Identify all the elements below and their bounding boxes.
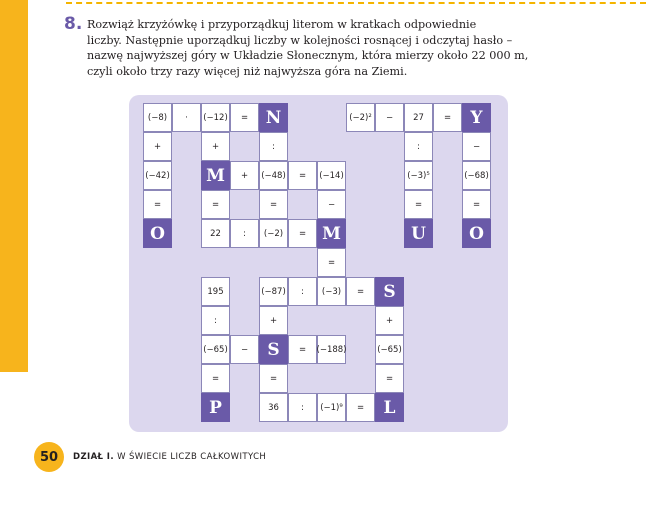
crossword-cell: + xyxy=(230,161,259,190)
crossword-cell: : xyxy=(404,132,433,161)
crossword-cell: = xyxy=(346,393,375,422)
crossword-letter-cell: M xyxy=(317,219,346,248)
crossword-cell: + xyxy=(375,306,404,335)
crossword-letter-cell: U xyxy=(404,219,433,248)
crossword-cell: : xyxy=(201,306,230,335)
crossword-cell: 27 xyxy=(404,103,433,132)
crossword-cell: 195 xyxy=(201,277,230,306)
crossword-cell: (−87) xyxy=(259,277,288,306)
crossword-cell: = xyxy=(288,335,317,364)
crossword-cell: − xyxy=(462,132,491,161)
footer-section-label: DZIAŁ I. xyxy=(73,452,114,462)
crossword-cell: (−12) xyxy=(201,103,230,132)
crossword-letter-cell: O xyxy=(462,219,491,248)
crossword-cell: = xyxy=(288,219,317,248)
crossword-cell: = xyxy=(346,277,375,306)
crossword-cell: : xyxy=(230,219,259,248)
crossword-letter-cell: P xyxy=(201,393,230,422)
task-instructions: Rozwiąż krzyżówkę i przyporządkuj literom w kratkach odpowiednie liczby. Następnie uporządkuj liczby w kolejności rosnącej i odczytaj hasło – nazwę najwyższej góry w Układzie Słonecznym, która mierzy około 22 000 m, czyli około trzy razy więcej niż najwyższa góra na Ziemi. xyxy=(87,18,529,78)
crossword-cell: = xyxy=(375,364,404,393)
crossword-cell: + xyxy=(201,132,230,161)
page-number-badge xyxy=(34,442,64,472)
footer-section-name: W ŚWIECIE LICZB CAŁKOWITYCH xyxy=(117,452,267,462)
crossword-cell: (−2) xyxy=(259,219,288,248)
crossword-cell: = xyxy=(288,161,317,190)
crossword-cell: 22 xyxy=(201,219,230,248)
crossword-cell: (−65) xyxy=(201,335,230,364)
crossword-cell: (−1)⁹ xyxy=(317,393,346,422)
crossword-cell: − xyxy=(317,190,346,219)
crossword-cell: (−48) xyxy=(259,161,288,190)
crossword-cell: + xyxy=(143,132,172,161)
crossword-cell: = xyxy=(317,248,346,277)
crossword-cell: = xyxy=(404,190,433,219)
footer-section-title xyxy=(73,452,266,462)
crossword-cell: = xyxy=(230,103,259,132)
crossword-cell: = xyxy=(433,103,462,132)
crossword-letter-cell: N xyxy=(259,103,288,132)
crossword-cell: (−65) xyxy=(375,335,404,364)
crossword-cell: = xyxy=(201,190,230,219)
side-accent-cut xyxy=(0,340,28,372)
crossword-cell: · xyxy=(172,103,201,132)
crossword-cell: (−42) xyxy=(143,161,172,190)
crossword-letter-cell: M xyxy=(201,161,230,190)
crossword-cell: 36 xyxy=(259,393,288,422)
crossword-cell: : xyxy=(288,393,317,422)
crossword-cell: (−3) xyxy=(317,277,346,306)
crossword-cell: (−188) xyxy=(317,335,346,364)
crossword-cell: : xyxy=(259,132,288,161)
crossword-cell: = xyxy=(462,190,491,219)
crossword-cell: − xyxy=(230,335,259,364)
crossword-cell: (−3)⁵ xyxy=(404,161,433,190)
crossword-cell: : xyxy=(288,277,317,306)
crossword-cell: = xyxy=(143,190,172,219)
page-number: 50 xyxy=(39,449,59,465)
top-dashed-line xyxy=(66,2,646,4)
task-number: 8. xyxy=(64,14,83,34)
crossword-cell: − xyxy=(375,103,404,132)
crossword-cell: = xyxy=(259,190,288,219)
crossword-cell: (−2)² xyxy=(346,103,375,132)
crossword-letter-cell: Y xyxy=(462,103,491,132)
crossword-cell: + xyxy=(259,306,288,335)
side-accent-bar xyxy=(0,0,28,372)
crossword-letter-cell: O xyxy=(143,219,172,248)
crossword-cell: = xyxy=(259,364,288,393)
crossword-cell: (−68) xyxy=(462,161,491,190)
crossword-letter-cell: L xyxy=(375,393,404,422)
crossword-letter-cell: S xyxy=(259,335,288,364)
crossword-letter-cell: S xyxy=(375,277,404,306)
crossword-cell: (−8) xyxy=(143,103,172,132)
crossword-cell: = xyxy=(201,364,230,393)
crossword-cell: (−14) xyxy=(317,161,346,190)
